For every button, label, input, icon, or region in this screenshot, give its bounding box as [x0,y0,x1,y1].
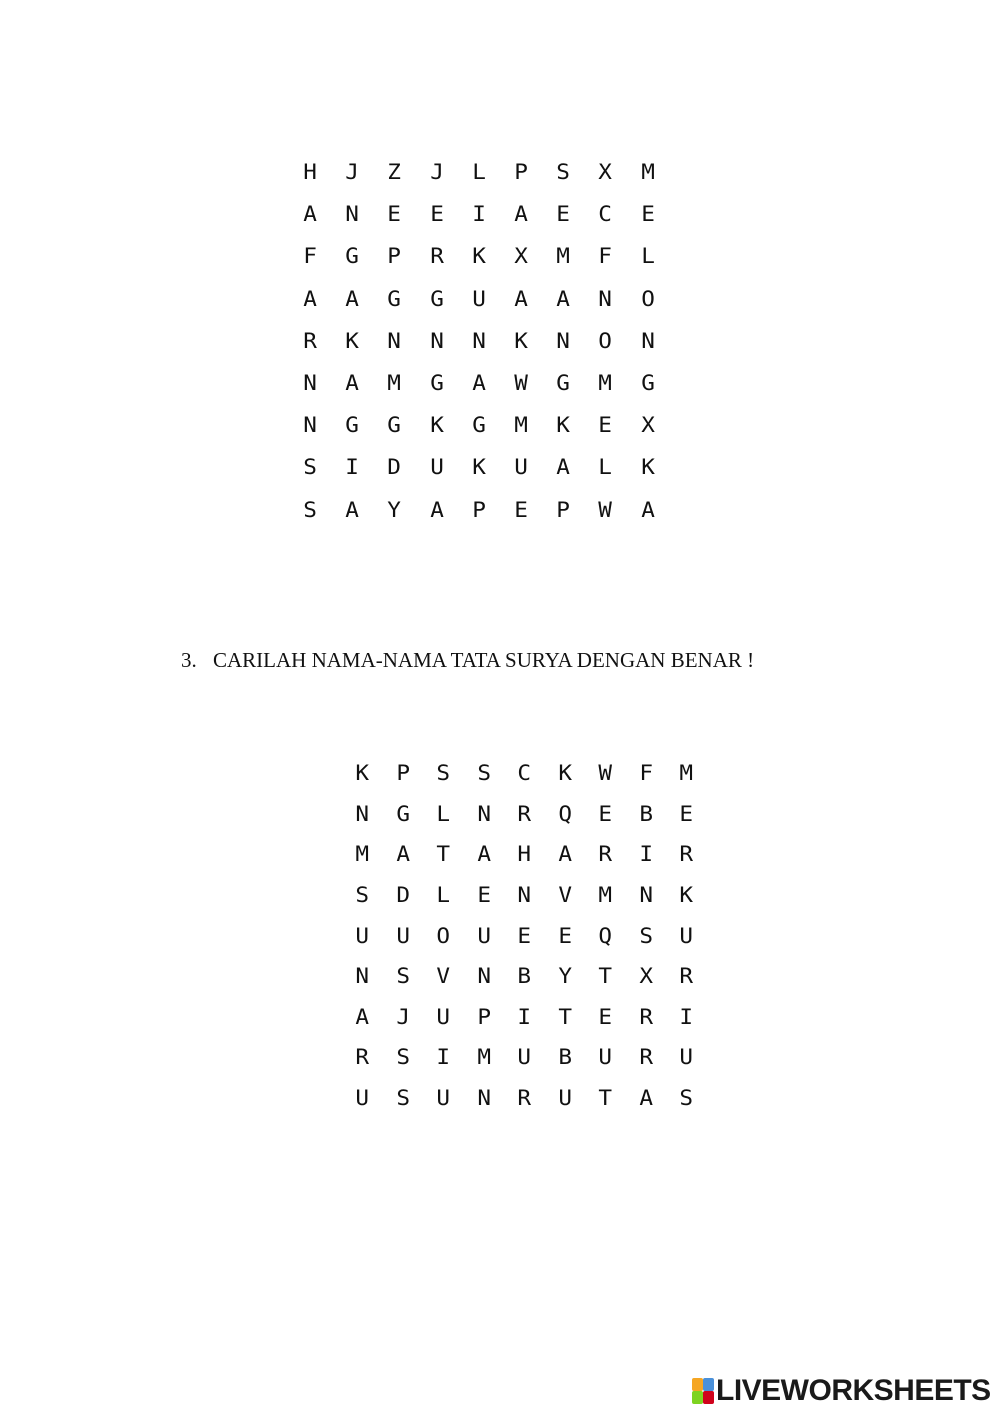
grid-letter: I [517,1004,532,1029]
grid-letter: E [514,497,528,522]
grid-letter: I [679,1004,694,1029]
grid-letter: S [355,883,370,908]
grid-letter: G [556,371,571,396]
grid-letter: D [395,883,410,908]
grid-letter: M [476,1045,491,1070]
grid-letter: I [638,842,653,867]
grid-letter: U [436,1004,451,1029]
grid-letter: G [395,801,410,826]
grid-letter: U [436,1086,451,1111]
grid-letter: M [556,244,571,269]
grid-letter: R [517,801,532,826]
grid-letter: A [395,842,410,867]
liveworksheets-logo [692,1374,991,1408]
grid-letter: E [679,801,694,826]
grid-letter: K [679,883,694,908]
grid-letter: N [640,328,655,353]
grid-letter: J [345,160,360,185]
grid-letter: F [303,244,317,269]
grid-letter: N [556,328,571,353]
grid-letter: R [598,842,613,867]
grid-letter: G [429,286,444,311]
word-search-grid-2 [342,753,707,1118]
grid-letter: K [514,328,528,353]
grid-letter: Y [557,964,572,989]
grid-letter: K [429,413,444,438]
grid-letter: L [472,160,486,185]
grid-letter: R [355,1045,370,1070]
grid-letter: U [429,455,444,480]
grid-letter: U [472,286,486,311]
grid-letter: R [679,964,694,989]
grid-letter: U [395,923,410,948]
grid-letter: E [556,202,571,227]
grid-letter: T [557,1004,572,1029]
grid-letter: W [514,371,528,396]
grid-letter: M [598,883,613,908]
grid-letter: T [436,842,451,867]
grid-letter: T [598,964,613,989]
grid-letter: E [598,413,613,438]
grid-letter: S [395,1045,410,1070]
grid-letter: N [476,964,491,989]
grid-letter: N [476,801,491,826]
grid-letter: M [355,842,370,867]
grid-letter: Q [598,923,613,948]
grid-letter: S [395,1086,410,1111]
grid-letter: A [429,497,444,522]
grid-letter: S [303,455,317,480]
grid-letter: S [395,964,410,989]
grid-letter: N [517,883,532,908]
grid-letter: A [303,202,317,227]
grid-letter: B [557,1045,572,1070]
question-3 [181,648,754,673]
grid-letter: S [476,761,491,786]
grid-letter: N [387,328,402,353]
grid-letter: X [514,244,528,269]
grid-letter: C [517,761,532,786]
grid-letter: U [598,1045,613,1070]
grid-letter: X [598,160,613,185]
grid-letter: M [640,160,655,185]
grid-letter: S [303,497,317,522]
grid-letter: R [638,1045,653,1070]
grid-letter: A [638,1086,653,1111]
grid-letter: I [436,1045,451,1070]
grid-letter: P [476,1004,491,1029]
grid-letter: E [517,923,532,948]
grid-letter: P [514,160,528,185]
grid-letter: E [429,202,444,227]
grid-letter: U [476,923,491,948]
grid-letter: K [557,761,572,786]
grid-letter: A [556,286,571,311]
grid-letter: E [640,202,655,227]
grid-letter: A [303,286,317,311]
grid-letter: S [679,1086,694,1111]
grid-letter: K [472,455,486,480]
grid-letter: R [679,842,694,867]
grid-letter: G [472,413,486,438]
grid-letter: A [640,497,655,522]
grid-letter: I [472,202,486,227]
grid-letter: V [557,883,572,908]
grid-letter: A [476,842,491,867]
grid-letter: N [345,202,360,227]
grid-letter: J [395,1004,410,1029]
grid-letter: A [345,286,360,311]
grid-letter: P [395,761,410,786]
grid-letter: N [429,328,444,353]
grid-letter: K [556,413,571,438]
grid-letter: P [472,497,486,522]
grid-letter: G [640,371,655,396]
grid-letter: S [436,761,451,786]
grid-letter: A [514,286,528,311]
grid-letter: R [638,1004,653,1029]
grid-letter: M [598,371,613,396]
grid-letter: A [345,371,360,396]
grid-letter: E [476,883,491,908]
grid-letter: W [598,761,613,786]
grid-letter: U [514,455,528,480]
grid-letter: S [638,923,653,948]
grid-letter: N [638,883,653,908]
grid-letter: G [387,413,402,438]
grid-letter: N [303,371,317,396]
grid-letter: G [387,286,402,311]
grid-letter: L [436,801,451,826]
grid-letter: E [598,1004,613,1029]
grid-letter: P [556,497,571,522]
grid-letter: F [598,244,613,269]
grid-letter: A [557,842,572,867]
grid-letter: K [472,244,486,269]
grid-letter: S [556,160,571,185]
grid-letter: G [429,371,444,396]
grid-letter: B [517,964,532,989]
grid-letter: P [387,244,402,269]
grid-letter: R [517,1086,532,1111]
grid-letter: A [472,371,486,396]
grid-letter: G [345,413,360,438]
grid-letter: F [638,761,653,786]
grid-letter: N [355,801,370,826]
grid-letter: V [436,964,451,989]
grid-letter: X [638,964,653,989]
grid-letter: A [345,497,360,522]
grid-letter: U [557,1086,572,1111]
grid-letter: A [355,1004,370,1029]
logo-text: LIVEWORKSHEETS [716,1374,991,1407]
liveworksheets-logo-icon [692,1378,714,1404]
grid-letter: N [598,286,613,311]
grid-letter: Y [387,497,402,522]
grid-letter: L [640,244,655,269]
grid-letter: U [355,923,370,948]
grid-letter: X [640,413,655,438]
grid-letter: I [345,455,360,480]
grid-letter: E [557,923,572,948]
grid-letter: O [598,328,613,353]
grid-letter: T [598,1086,613,1111]
grid-letter: M [387,371,402,396]
grid-letter: O [640,286,655,311]
grid-letter: D [387,455,402,480]
grid-letter: U [679,1045,694,1070]
grid-letter: N [303,413,317,438]
grid-letter: A [514,202,528,227]
grid-letter: U [355,1086,370,1111]
grid-letter: L [436,883,451,908]
question-text: CARILAH NAMA-NAMA TATA SURYA DENGAN BENAR ! [213,648,755,672]
question-number: 3. [181,648,197,672]
grid-letter: J [429,160,444,185]
grid-letter: K [345,328,360,353]
grid-letter: N [472,328,486,353]
grid-letter: G [345,244,360,269]
grid-letter: A [556,455,571,480]
grid-letter: R [429,244,444,269]
grid-letter: E [598,801,613,826]
grid-letter: W [598,497,613,522]
grid-letter: U [517,1045,532,1070]
grid-letter: K [355,761,370,786]
grid-letter: Z [387,160,402,185]
grid-letter: N [355,964,370,989]
grid-letter: Q [557,801,572,826]
grid-letter: O [436,923,451,948]
grid-letter: M [514,413,528,438]
grid-letter: C [598,202,613,227]
grid-letter: H [303,160,317,185]
grid-letter: M [679,761,694,786]
grid-letter: U [679,923,694,948]
grid-letter: N [476,1086,491,1111]
grid-letter: L [598,455,613,480]
grid-letter: K [640,455,655,480]
word-search-grid-1 [289,151,669,531]
grid-letter: R [303,328,317,353]
grid-letter: H [517,842,532,867]
grid-letter: E [387,202,402,227]
grid-letter: B [638,801,653,826]
